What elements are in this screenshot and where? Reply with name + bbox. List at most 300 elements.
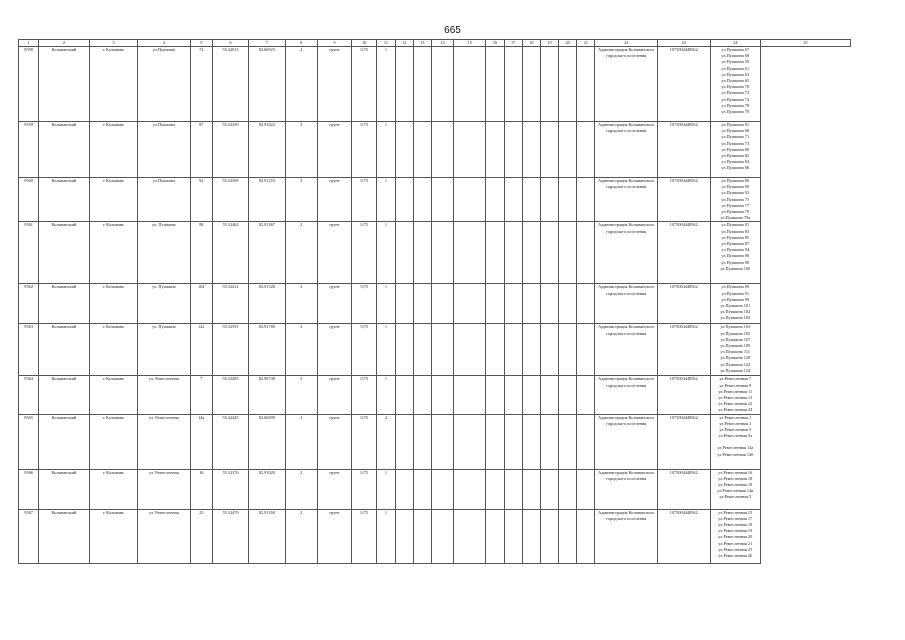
cell-lon: 82.91020 <box>249 469 285 509</box>
served-address: ул.Пушкина 83 <box>721 228 750 234</box>
cell-ogrn: 1075004448562 <box>658 509 711 563</box>
cell-street: ул.Пушкина <box>138 178 191 222</box>
cell-col8: 2 <box>285 122 317 178</box>
cell-settlement: г. Колывань <box>89 222 137 284</box>
cell-street: ул. Пушкина <box>138 284 191 324</box>
cell-surface: грунт <box>317 324 351 376</box>
column-header: 9 <box>317 40 351 47</box>
cell-empty <box>431 469 453 509</box>
cell-empty <box>540 509 558 563</box>
cell-area: 0,75 <box>352 222 377 284</box>
column-header: 16 <box>486 40 504 47</box>
served-address: ул.Пушкина 100 <box>720 265 751 271</box>
served-address: ул.Пушкина 82 <box>721 153 750 159</box>
cell-empty <box>486 376 504 414</box>
served-address: ул.Пушкина 75 <box>721 196 750 202</box>
cell-district: Колыванский <box>39 178 89 222</box>
served-address: ул.Пушкина 101 <box>720 303 751 309</box>
cell-surface: грунт <box>317 47 351 122</box>
cell-col8: 2 <box>285 469 317 509</box>
cell-surface: грунт <box>317 178 351 222</box>
cell-settlement: г. Колывань <box>89 178 137 222</box>
cell-empty <box>413 414 431 469</box>
cell-empty <box>522 222 540 284</box>
cell-district: Колыванский <box>39 376 89 414</box>
cell-org: Администрация Колыванского городского поселения <box>595 178 658 222</box>
served-address: ул.Ремесленная 19 <box>718 528 753 534</box>
cell-lon: 82.91367 <box>249 222 285 284</box>
cell-empty <box>454 284 486 324</box>
cell-count: 1 <box>377 222 395 284</box>
cell-col8: 2 <box>285 47 317 122</box>
cell-served-addresses <box>710 47 760 122</box>
served-address: ул.Пушкина 68 <box>721 128 750 134</box>
cell-empty <box>454 178 486 222</box>
cell-count: 1 <box>377 284 395 324</box>
cell-empty <box>559 284 577 324</box>
cell-area: 0,75 <box>352 469 377 509</box>
cell-district: Колыванский <box>39 284 89 324</box>
cell-empty <box>454 122 486 178</box>
cell-street: ул. Пушкина <box>138 324 191 376</box>
cell-org: Администрация Колыванского городского поселения <box>595 509 658 563</box>
table-row <box>19 376 851 414</box>
cell-lat: 55.32376 <box>212 469 248 509</box>
cell-empty <box>559 376 577 414</box>
cell-served-addresses <box>710 222 760 284</box>
served-address: ул.Пушкина 78 <box>721 102 750 108</box>
cell-served-addresses <box>710 509 760 563</box>
cell-empty <box>522 376 540 414</box>
cell-lat: 55.32479 <box>212 509 248 563</box>
cell-count: 1 <box>377 469 395 509</box>
cell-id: 9564 <box>19 376 39 414</box>
served-address: ул.Пушкина 98 <box>721 259 750 265</box>
cell-street: ул.Пушкина <box>138 47 191 122</box>
cell-empty <box>504 47 522 122</box>
cell-district: Колыванский <box>39 509 89 563</box>
cell-empty <box>395 509 413 563</box>
cell-empty <box>577 47 595 122</box>
served-address: ул.Ремесленная 13 <box>718 395 753 401</box>
cell-ogrn: 1075004448562 <box>658 178 711 222</box>
served-address: ул.Пушкина 94 <box>721 247 750 253</box>
cell-empty <box>413 469 431 509</box>
served-address: ул.Пушкина 111 <box>720 349 751 355</box>
cell-settlement: г. Колывань <box>89 509 137 563</box>
cell-empty <box>395 122 413 178</box>
cell-empty <box>522 284 540 324</box>
served-address: ул.Пушкина 86 <box>721 178 750 183</box>
column-header: 17 <box>504 40 522 47</box>
cell-org: Администрация Колыванского городского поселения <box>595 469 658 509</box>
cell-settlement: г. Колывань <box>89 284 137 324</box>
cell-empty <box>577 222 595 284</box>
cell-count: 2 <box>377 414 395 469</box>
cell-lon: 82.91780 <box>249 324 285 376</box>
cell-empty <box>577 414 595 469</box>
cell-empty <box>431 324 453 376</box>
cell-org: Администрация Колыванского городского поселения <box>595 284 658 324</box>
served-address: ул.Пушкина 70 <box>721 84 750 90</box>
served-address: ул.Ремесленная 7 <box>719 376 752 382</box>
cell-org: Администрация Колыванского городского поселения <box>595 47 658 122</box>
cell-empty <box>522 47 540 122</box>
served-address: ул.Ремесленная 3 <box>719 420 752 426</box>
cell-surface: грунт <box>317 222 351 284</box>
served-address: ул.Ремесленная 14б <box>717 451 754 457</box>
cell-col8: 2 <box>285 324 317 376</box>
column-header: 10 <box>352 40 377 47</box>
cell-id: 9563 <box>19 324 39 376</box>
served-address: ул.Пушкина 120 <box>720 355 751 361</box>
cell-empty <box>540 178 558 222</box>
cell-empty <box>522 469 540 509</box>
served-address: ул.Ремесленная 18 <box>718 482 753 488</box>
cell-col8: 2 <box>285 509 317 563</box>
cell-lat: 55.32259 <box>212 122 248 178</box>
cell-empty <box>559 414 577 469</box>
cell-street: ул. Ремесленная <box>138 509 191 563</box>
cell-empty <box>486 47 504 122</box>
served-address: ул.Ремесленная 5 <box>719 494 752 500</box>
cell-col8: 4 <box>285 414 317 469</box>
column-header: 20 <box>559 40 577 47</box>
cell-area: 0,75 <box>352 178 377 222</box>
column-header: 1 <box>19 40 39 47</box>
cell-lat: 55.32245 <box>212 414 248 469</box>
cell-lon: 82.91350 <box>249 509 285 563</box>
served-address: ул.Пушкина 59 <box>721 59 750 65</box>
cell-empty <box>395 469 413 509</box>
cell-org: Администрация Колыванского городского поселения <box>595 324 658 376</box>
cell-empty <box>559 324 577 376</box>
cell-street: ул.Пушкина <box>138 122 191 178</box>
cell-lon: 82.91528 <box>249 284 285 324</box>
column-header: 4 <box>138 40 191 47</box>
cell-house: 122 <box>190 324 212 376</box>
cell-empty <box>413 222 431 284</box>
cell-empty <box>559 222 577 284</box>
table-row <box>19 414 851 469</box>
cell-area: 0,75 <box>352 376 377 414</box>
served-address: ул.Пушкина 79а <box>720 215 751 221</box>
cell-lat: 55.32462 <box>212 222 248 284</box>
cell-empty <box>540 376 558 414</box>
cell-served-addresses <box>710 414 760 469</box>
column-header: 8 <box>285 40 317 47</box>
served-address: ул.Пушкина 81 <box>721 222 750 228</box>
table-row <box>19 469 851 509</box>
column-header: 21 <box>577 40 595 47</box>
cell-empty <box>577 376 595 414</box>
cell-empty <box>540 47 558 122</box>
cell-count: 1 <box>377 324 395 376</box>
cell-empty <box>431 284 453 324</box>
cell-lat: 55.32015 <box>212 47 248 122</box>
column-header: 23 <box>658 40 711 47</box>
table-row <box>19 509 851 563</box>
cell-lon: 82.91022 <box>249 122 285 178</box>
cell-empty <box>540 324 558 376</box>
cell-count: 1 <box>377 47 395 122</box>
cell-empty <box>454 47 486 122</box>
cell-id: 9561 <box>19 222 39 284</box>
cell-id: 9562 <box>19 284 39 324</box>
cell-served-addresses <box>710 376 760 414</box>
cell-surface: грунт <box>317 509 351 563</box>
cell-street: ул. Пушкина <box>138 222 191 284</box>
cell-settlement: г. Колывань <box>89 122 137 178</box>
cell-surface: грунт <box>317 122 351 178</box>
column-header: 11 <box>377 40 395 47</box>
cell-lat: 55.32591 <box>212 324 248 376</box>
cell-empty <box>413 376 431 414</box>
cell-house: 16 <box>190 469 212 509</box>
served-address: ул.Пушкина 84 <box>721 159 750 165</box>
column-header: 22 <box>595 40 658 47</box>
cell-ogrn: 1075004448562 <box>658 284 711 324</box>
served-address: ул.Ремесленная 22 <box>718 401 753 407</box>
cell-empty <box>486 509 504 563</box>
cell-lat: 55.32508 <box>212 178 248 222</box>
cell-empty <box>559 469 577 509</box>
cell-district: Колыванский <box>39 324 89 376</box>
cell-id: 9560 <box>19 178 39 222</box>
cell-empty <box>454 414 486 469</box>
cell-served-addresses <box>710 324 760 376</box>
cell-empty <box>504 284 522 324</box>
cell-ogrn: 1075004448562 <box>658 222 711 284</box>
cell-street: ул. Ремесленная <box>138 414 191 469</box>
cell-district: Колыванский <box>39 469 89 509</box>
served-address: ул.Пушкина 81 <box>721 122 750 127</box>
table-row <box>19 324 851 376</box>
column-header: 5 <box>190 40 212 47</box>
cell-empty <box>522 178 540 222</box>
cell-empty <box>504 469 522 509</box>
served-address: ул.Пушкина 77 <box>721 202 750 208</box>
cell-empty <box>540 469 558 509</box>
served-address: ул.Пушкина 87 <box>721 241 750 247</box>
cell-surface: грунт <box>317 376 351 414</box>
served-address: ул.Пушкина 91 <box>721 290 750 296</box>
cell-served-addresses <box>710 469 760 509</box>
cell-empty <box>431 222 453 284</box>
cell-empty <box>559 178 577 222</box>
cell-empty <box>413 324 431 376</box>
cell-served-addresses <box>710 284 760 324</box>
cell-count: 1 <box>377 376 395 414</box>
column-header: 7 <box>249 40 285 47</box>
column-header: 24 <box>710 40 760 47</box>
table-row <box>19 222 851 284</box>
cell-empty <box>431 178 453 222</box>
table-row <box>19 122 851 178</box>
cell-empty <box>431 47 453 122</box>
cell-empty <box>522 414 540 469</box>
cell-empty <box>486 284 504 324</box>
served-address: ул.Пушкина 65 <box>721 78 750 84</box>
cell-lon: 82.66909 <box>249 414 285 469</box>
cell-area: 0,75 <box>352 414 377 469</box>
cell-empty <box>395 414 413 469</box>
cell-empty <box>431 414 453 469</box>
cell-empty <box>454 376 486 414</box>
cell-settlement: г. Колывань <box>89 324 137 376</box>
cell-empty <box>486 178 504 222</box>
cell-empty <box>504 376 522 414</box>
cell-ogrn: 1075004448562 <box>658 469 711 509</box>
served-address: ул.Ремесленная 21 <box>718 540 753 546</box>
header-row <box>19 40 851 47</box>
cell-served-addresses <box>710 122 760 178</box>
cell-served-addresses <box>710 178 760 222</box>
cell-lon: 82.66923 <box>249 47 285 122</box>
page-number: 665 <box>444 25 461 36</box>
cell-empty <box>486 122 504 178</box>
cell-lon: 82.91253 <box>249 178 285 222</box>
cell-empty <box>504 414 522 469</box>
served-address: ул.Пушкина 92 <box>721 190 750 196</box>
cell-empty <box>395 47 413 122</box>
cell-empty <box>431 376 453 414</box>
cell-area: 0,75 <box>352 509 377 563</box>
cell-area: 0,75 <box>352 284 377 324</box>
column-header: 2 <box>39 40 89 47</box>
cell-lat: 55.32285 <box>212 376 248 414</box>
served-address: ул.Ремесленная 20 <box>718 534 753 540</box>
column-header: 14 <box>431 40 453 47</box>
served-address: ул.Пушкина 74 <box>721 96 750 102</box>
table-row <box>19 178 851 222</box>
cell-settlement: г. Колывань <box>89 469 137 509</box>
served-address: ул.Пушкина 102 <box>720 309 751 315</box>
served-address: ул.Пушкина 79 <box>721 209 750 215</box>
cell-empty <box>540 122 558 178</box>
cell-empty <box>559 509 577 563</box>
served-address: ул.Ремесленная 24 <box>718 407 753 413</box>
served-address: ул.Пушкина 61 <box>721 65 750 71</box>
served-address: ул.Ремесленная 18 <box>718 522 753 528</box>
served-address: ул.Ремесленная 18 <box>718 475 753 481</box>
cell-col8: 2 <box>285 284 317 324</box>
cell-area: 0,75 <box>352 122 377 178</box>
served-address: ул.Пушкина 67 <box>721 47 750 52</box>
cell-house: 87 <box>190 122 212 178</box>
column-header: 13 <box>413 40 431 47</box>
cell-empty <box>486 469 504 509</box>
cell-house: 7 <box>190 376 212 414</box>
cell-empty <box>454 222 486 284</box>
cell-empty <box>454 324 486 376</box>
cell-house: 104 <box>190 284 212 324</box>
cell-empty <box>577 469 595 509</box>
cell-empty <box>413 47 431 122</box>
cell-empty <box>395 376 413 414</box>
served-address: ул.Ремесленная 5а <box>718 433 753 439</box>
table-row <box>19 284 851 324</box>
cell-empty <box>504 122 522 178</box>
cell-empty <box>413 178 431 222</box>
served-address: ул.Пушкина 105 <box>720 330 751 336</box>
cell-empty <box>431 122 453 178</box>
served-address: ул.Ремесленная 16 <box>718 469 753 475</box>
served-address: ул.Ремесленная 26 <box>718 553 753 559</box>
cell-empty <box>522 122 540 178</box>
cell-empty <box>486 222 504 284</box>
cell-house: 92 <box>190 178 212 222</box>
cell-ogrn: 1075004448562 <box>658 47 711 122</box>
cell-empty <box>577 324 595 376</box>
cell-empty <box>504 324 522 376</box>
cell-empty <box>559 47 577 122</box>
cell-ogrn: 1075004448562 <box>658 376 711 414</box>
served-address: ул.Пушкина 71 <box>721 134 750 140</box>
cell-empty <box>395 284 413 324</box>
served-address: ул.Ремесленная 15 <box>718 509 753 515</box>
cell-empty <box>522 509 540 563</box>
served-address: ул.Ремесленная 5 <box>719 427 752 433</box>
column-header: 3 <box>89 40 137 47</box>
cell-col8: 2 <box>285 222 317 284</box>
served-address: ул.Пушкина 85 <box>721 234 750 240</box>
served-address: ул.Ремесленная 11 <box>718 388 753 394</box>
cell-empty <box>486 414 504 469</box>
served-address: ул.Пушкина 122 <box>720 361 751 367</box>
served-address: ул.Пушкина 70 <box>721 109 750 115</box>
served-address: ул.Пушкина 99 <box>721 296 750 302</box>
cell-area: 0,75 <box>352 324 377 376</box>
cell-district: Колыванский <box>39 222 89 284</box>
cell-id: 9567 <box>19 509 39 563</box>
cell-settlement: г. Колывань <box>89 47 137 122</box>
served-address: ул.Пушкина 103 <box>720 324 751 330</box>
cell-district: Колыванский <box>39 414 89 469</box>
served-address: ул.Пушкина 68 <box>721 53 750 59</box>
cell-empty <box>504 509 522 563</box>
served-address: ул.Пушкина 90 <box>721 184 750 190</box>
cell-empty <box>522 324 540 376</box>
cell-count: 1 <box>377 178 395 222</box>
cell-org: Администрация Колыванского городского поселения <box>595 414 658 469</box>
cell-lat: 55.32412 <box>212 284 248 324</box>
cell-district: Колыванский <box>39 47 89 122</box>
registry-table <box>18 39 851 564</box>
cell-org: Администрация Колыванского городского поселения <box>595 122 658 178</box>
cell-house: 72 <box>190 47 212 122</box>
column-header: 6 <box>212 40 248 47</box>
column-header: 15 <box>454 40 486 47</box>
cell-surface: грунт <box>317 284 351 324</box>
served-address: ул.Пушкина 73 <box>721 90 750 96</box>
served-address: ул.Пушкина 80 <box>721 146 750 152</box>
column-header: 25 <box>761 40 851 47</box>
served-address: ул.Пушкина 124 <box>720 367 751 373</box>
cell-empty <box>395 222 413 284</box>
cell-district: Колыванский <box>39 122 89 178</box>
cell-house: 98 <box>190 222 212 284</box>
column-header: 12 <box>395 40 413 47</box>
cell-empty <box>395 324 413 376</box>
served-address: ул.Ремесленная 14а <box>717 445 754 451</box>
cell-empty <box>413 509 431 563</box>
cell-empty <box>540 284 558 324</box>
served-address: ул.Пушкина 89 <box>721 284 750 290</box>
cell-ogrn: 1075004448562 <box>658 324 711 376</box>
served-address: ул.Пушкина 107 <box>720 336 751 342</box>
cell-ogrn: 1075004448562 <box>658 122 711 178</box>
